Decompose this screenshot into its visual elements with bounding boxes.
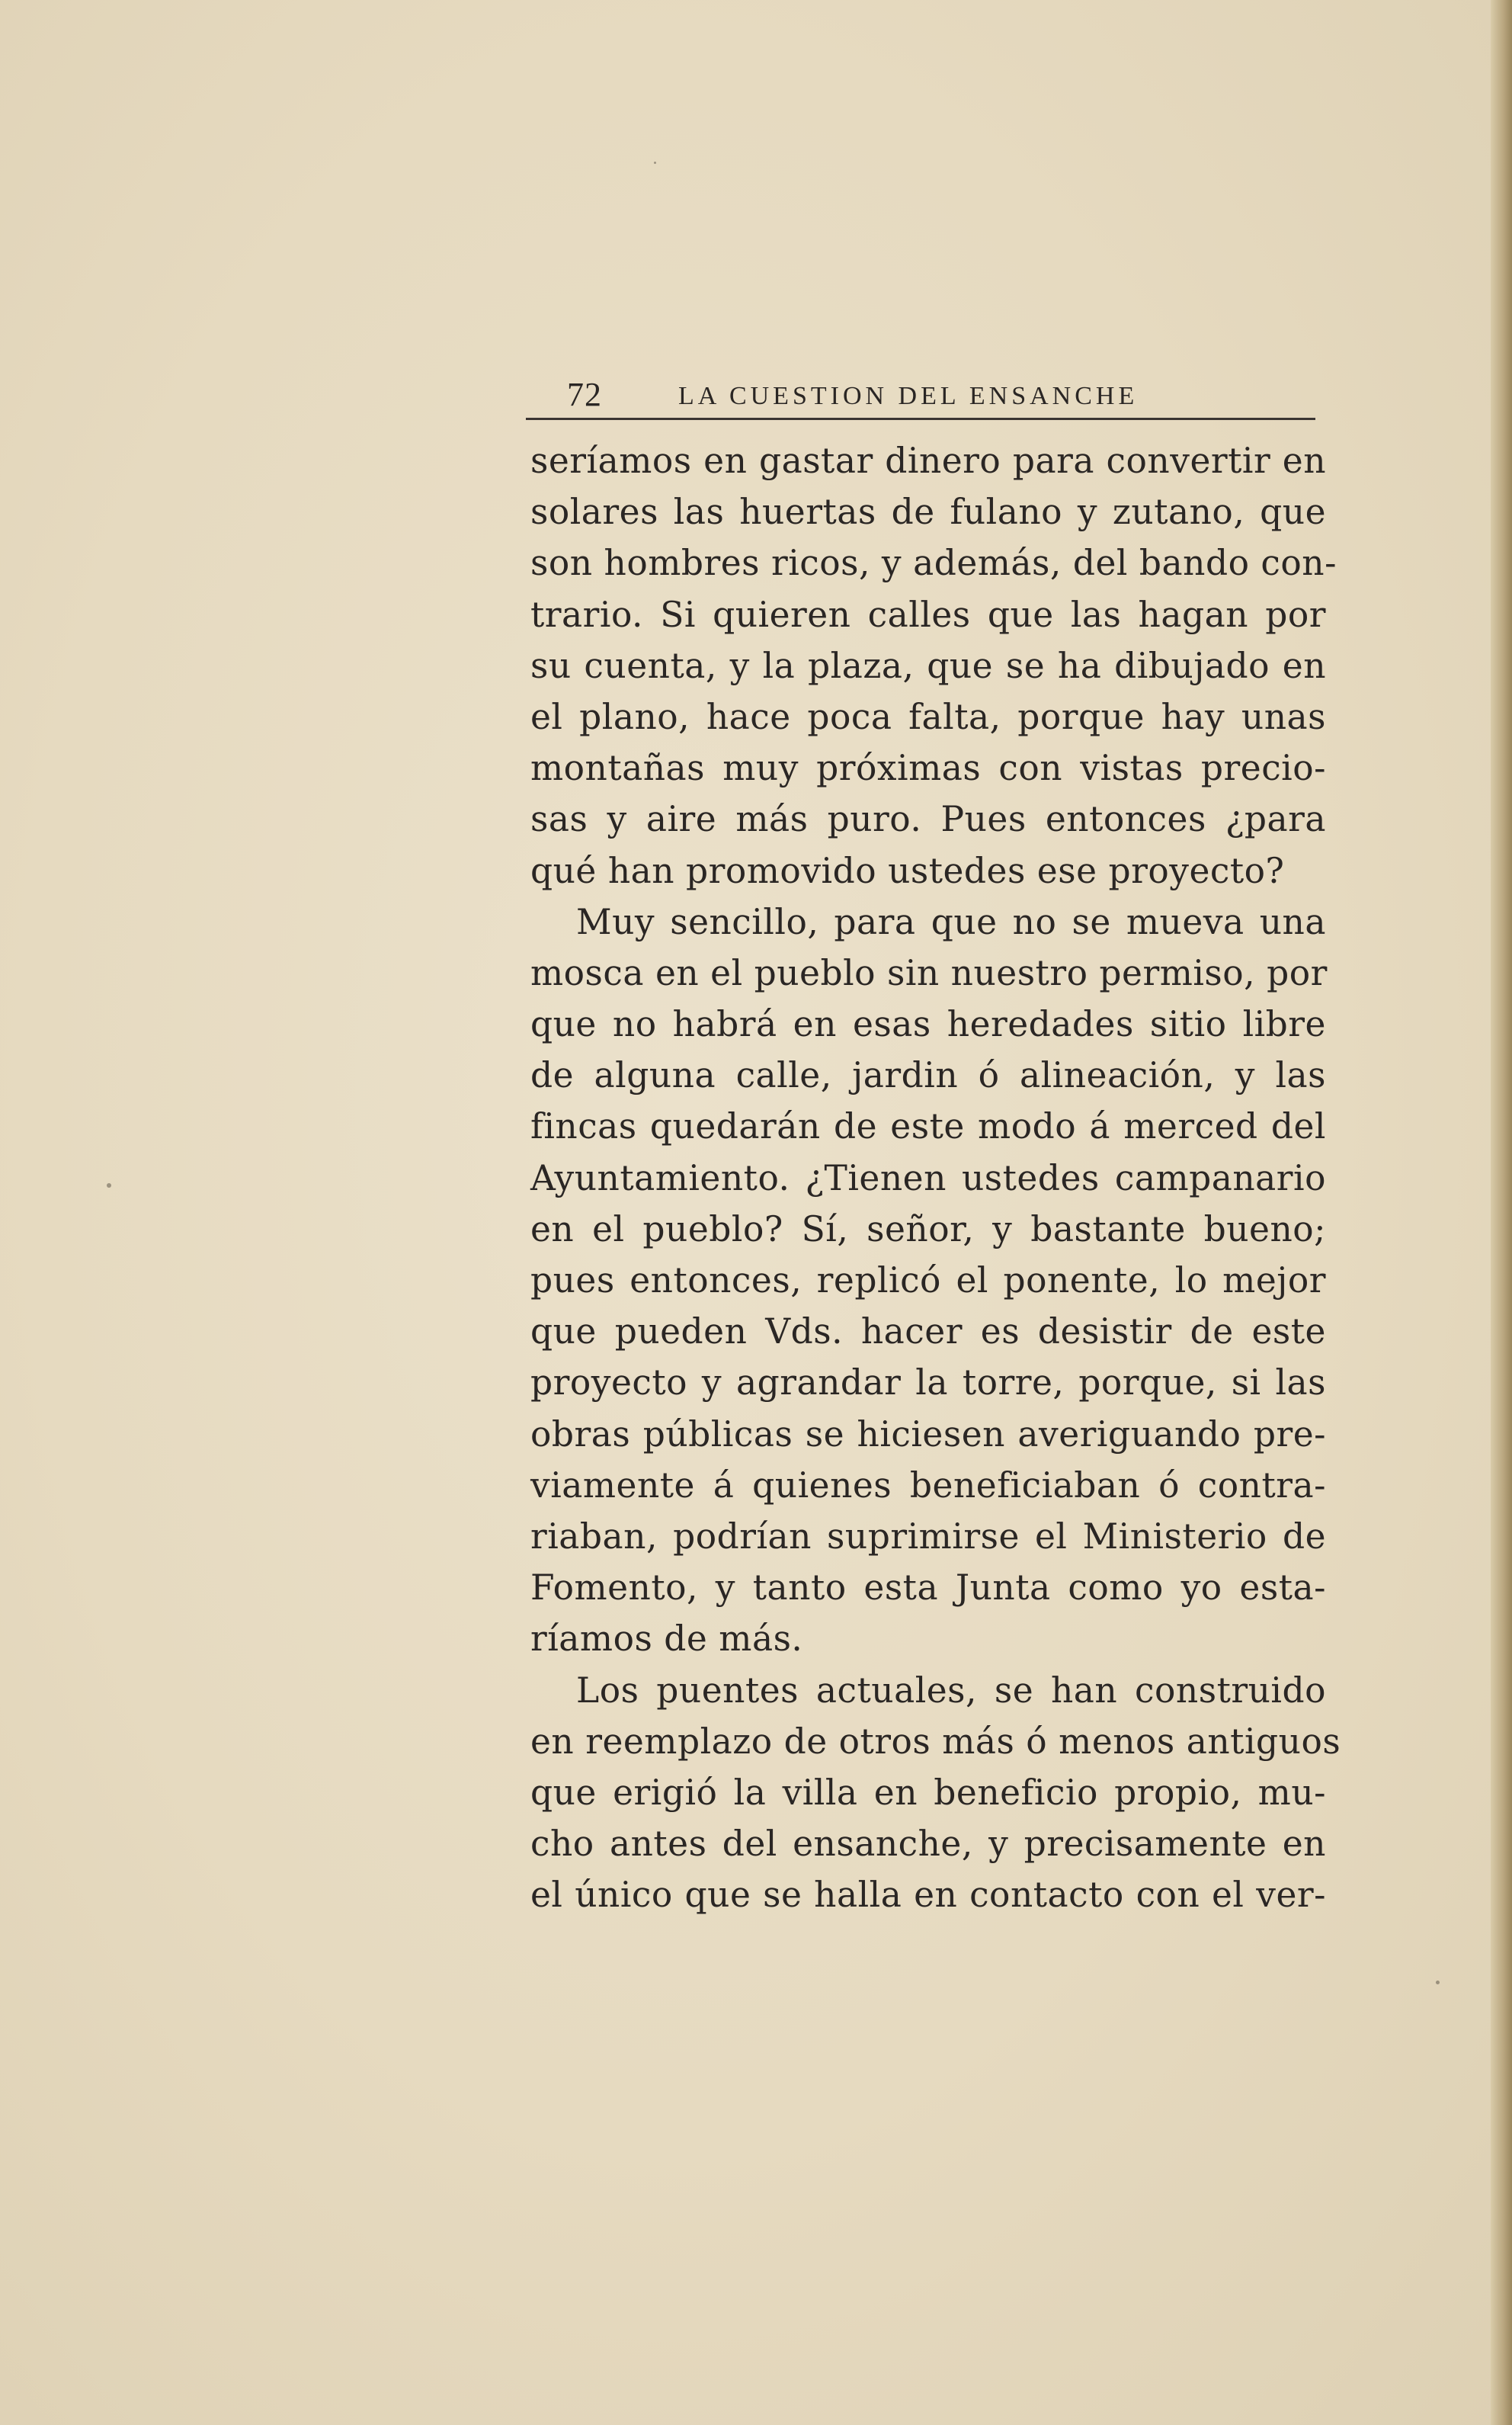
text-line: mosca en el pueblo sin nuestro permiso, por bbox=[530, 952, 1328, 993]
text-line: seríamos en gastar dinero para convertir en bbox=[530, 441, 1326, 481]
page-number: 72 bbox=[567, 376, 602, 413]
text-line: ríamos de más. bbox=[530, 1618, 803, 1660]
text-line: Los puentes actuales, se han construido bbox=[576, 1670, 1326, 1711]
paper-speck bbox=[1436, 1981, 1440, 1984]
text-line: Muy sencillo, para que no se mueva una bbox=[576, 901, 1326, 942]
text-line: obras públicas se hiciesen averiguando pre- bbox=[530, 1413, 1326, 1455]
text-line: solares las huertas de fulano y zutano, que bbox=[530, 492, 1326, 533]
body-text bbox=[530, 435, 1341, 1920]
text-line: su cuenta, y la plaza, que se ha dibujado en bbox=[530, 645, 1326, 686]
text-line: viamente á quienes beneficiaban ó contra- bbox=[530, 1464, 1326, 1506]
text-line: de alguna calle, jardin ó alineación, y las bbox=[530, 1055, 1326, 1096]
text-line: montañas muy próximas con vistas precio- bbox=[530, 748, 1326, 789]
text-line: Ayuntamiento. ¿Tienen ustedes campanario bbox=[530, 1157, 1326, 1198]
text-line: Fomento, y tanto esta Junta como yo esta- bbox=[530, 1567, 1326, 1609]
text-line: en el pueblo? Sí, señor, y bastante bueno; bbox=[530, 1208, 1326, 1249]
running-title: LA CUESTION DEL ENSANCHE bbox=[678, 382, 1139, 410]
text-line: el plano, hace poca falta, porque hay unas bbox=[530, 696, 1326, 737]
text-line: en reemplazo de otros más ó menos antiguos bbox=[530, 1721, 1341, 1762]
paper-speck bbox=[654, 162, 656, 164]
paper-speck bbox=[107, 1183, 111, 1188]
text-line: fincas quedarán de este modo á merced del bbox=[530, 1106, 1326, 1147]
text-line: que erigió la villa en beneficio propio, mu- bbox=[530, 1772, 1326, 1813]
text-line: riaban, podrían suprimirse el Ministerio de bbox=[530, 1516, 1326, 1557]
text-line: que no habrá en esas heredades sitio libre bbox=[530, 1004, 1326, 1045]
text-line: qué han promovido ustedes ese proyecto? bbox=[530, 850, 1285, 891]
page-edge bbox=[1491, 0, 1512, 2425]
page-header bbox=[526, 372, 1315, 420]
text-line: cho antes del ensanche, y precisamente en bbox=[530, 1824, 1326, 1865]
text-line: pues entonces, replicó el ponente, lo mejor bbox=[530, 1260, 1326, 1301]
text-line: trario. Si quieren calles que las hagan por bbox=[530, 594, 1326, 635]
text-line: proyecto y agrandar la torre, porque, si las bbox=[530, 1362, 1326, 1403]
text-line: sas y aire más puro. Pues entonces ¿para bbox=[530, 799, 1326, 840]
text-line: son hombres ricos, y además, del bando con- bbox=[530, 543, 1337, 584]
text-line: el único que se halla en contacto con el ver- bbox=[530, 1875, 1326, 1916]
text-line: que pueden Vds. hacer es desistir de este bbox=[530, 1311, 1326, 1352]
